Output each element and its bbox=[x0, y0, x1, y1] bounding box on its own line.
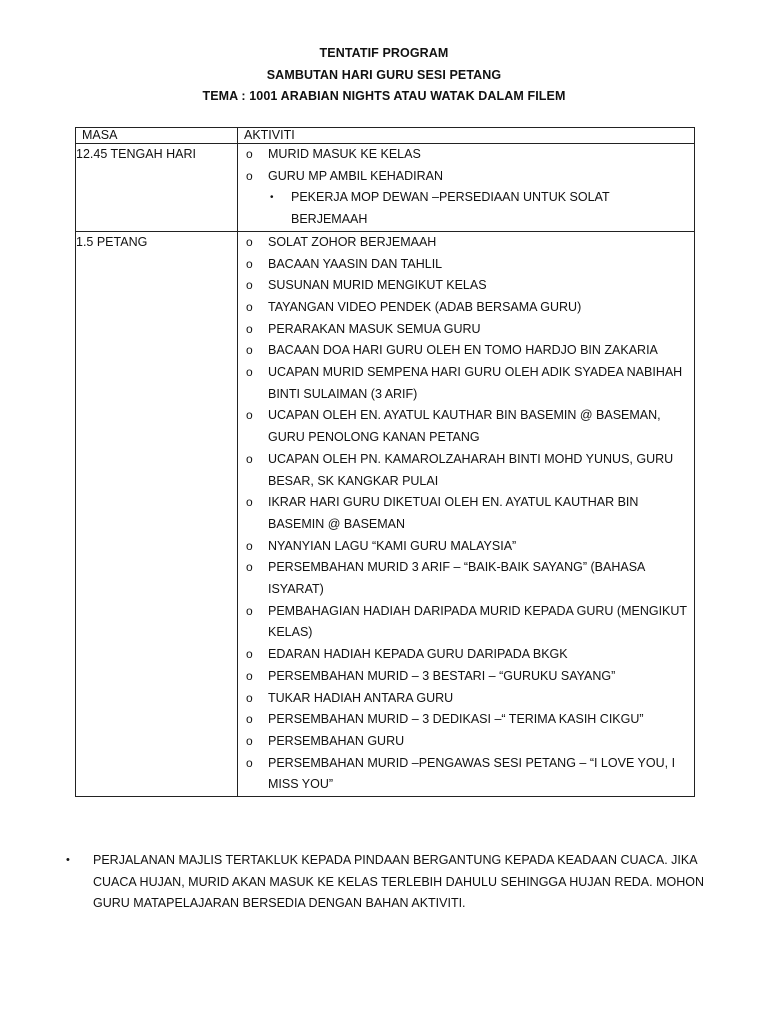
activity-text: PERSEMBAHAN MURID 3 ARIF – “BAIK-BAIK SAYANG” (BAHASA ISYARAT) bbox=[268, 560, 645, 597]
circle-bullet-icon: o bbox=[246, 755, 253, 770]
circle-bullet-icon: o bbox=[246, 234, 253, 249]
notes-section bbox=[66, 850, 726, 915]
circle-bullet-icon: o bbox=[246, 321, 253, 336]
schedule-table bbox=[75, 127, 695, 797]
activity-text: BACAAN YAASIN DAN TAHLIL bbox=[268, 256, 443, 271]
circle-bullet-icon: o bbox=[246, 647, 253, 662]
bullet-icon: • bbox=[270, 192, 274, 204]
list-item bbox=[238, 275, 694, 297]
time-cell: 12.45 TENGAH HARI bbox=[76, 144, 238, 232]
activity-text: PERSEMBAHAN MURID –PENGAWAS SESI PETANG – “I LOVE YOU, I MISS YOU” bbox=[268, 755, 676, 792]
activity-list bbox=[238, 144, 694, 231]
activity-text: UCAPAN OLEH EN. AYATUL KAUTHAR BIN BASEMIN @ BASEMAN, GURU PENOLONG KANAN PETANG bbox=[268, 408, 661, 445]
circle-bullet-icon: o bbox=[246, 733, 253, 748]
schedule-body bbox=[76, 144, 695, 797]
document-header bbox=[0, 43, 768, 108]
list-item bbox=[238, 644, 694, 666]
list-item bbox=[238, 297, 694, 319]
list-item bbox=[238, 187, 694, 230]
list-item bbox=[238, 362, 694, 405]
list-item bbox=[238, 666, 694, 688]
table-row bbox=[76, 144, 695, 232]
list-item bbox=[238, 232, 694, 254]
activity-text: UCAPAN OLEH PN. KAMAROLZAHARAH BINTI MOHD YUNUS, GURU BESAR, SK KANGKAR PULAI bbox=[268, 451, 674, 488]
activity-cell bbox=[238, 231, 695, 796]
activity-text: NYANYIAN LAGU “KAMI GURU MALAYSIA” bbox=[268, 538, 517, 553]
circle-bullet-icon: o bbox=[246, 668, 253, 683]
activity-text: TUKAR HADIAH ANTARA GURU bbox=[268, 690, 454, 705]
list-item bbox=[238, 753, 694, 796]
list-item bbox=[238, 166, 694, 188]
activity-text: UCAPAN MURID SEMPENA HARI GURU OLEH ADIK SYADEA NABIHAH BINTI SULAIMAN (3 ARIF) bbox=[268, 365, 683, 401]
circle-bullet-icon: o bbox=[246, 712, 253, 727]
circle-bullet-icon: o bbox=[246, 408, 253, 423]
list-item bbox=[238, 405, 694, 448]
activity-text: GURU MP AMBIL KEHADIRAN bbox=[268, 168, 444, 183]
header-activity: AKTIVITI bbox=[238, 128, 695, 144]
circle-bullet-icon: o bbox=[246, 451, 253, 466]
bullet-icon: • bbox=[66, 854, 70, 866]
activity-text: BACAAN DOA HARI GURU OLEH EN TOMO HARDJO BIN ZAKARIA bbox=[268, 343, 658, 358]
circle-bullet-icon: o bbox=[246, 343, 253, 358]
activity-text: PERARAKAN MASUK SEMUA GURU bbox=[268, 321, 481, 336]
list-item bbox=[238, 536, 694, 558]
circle-bullet-icon: o bbox=[246, 690, 253, 705]
note-item bbox=[66, 850, 726, 915]
list-item bbox=[238, 731, 694, 753]
list-item bbox=[238, 688, 694, 710]
circle-bullet-icon: o bbox=[246, 365, 253, 380]
activity-text: PERSEMBAHAN GURU bbox=[268, 733, 405, 748]
circle-bullet-icon: o bbox=[246, 299, 253, 314]
list-item bbox=[238, 709, 694, 731]
activity-text: PEMBAHAGIAN HADIAH DARIPADA MURID KEPADA GURU (MENGIKUT KELAS) bbox=[268, 603, 687, 640]
program-title: TENTATIF PROGRAM bbox=[319, 46, 449, 60]
table-row bbox=[76, 231, 695, 796]
theme-title: TEMA : 1001 ARABIAN NIGHTS ATAU WATAK DALAM FILEM bbox=[202, 89, 566, 103]
activity-text: EDARAN HADIAH KEPADA GURU DARIPADA BKGK bbox=[268, 647, 568, 662]
note-text: PERJALANAN MAJLIS TERTAKLUK KEPADA PINDAAN BERGANTUNG KEPADA KEADAAN CUACA. JIKA CUACA HUJAN, MURID AKAN MASUK KE KELAS TERLEBIH DAHULU SEHINGGA HUJAN REDA. MOHON GURU MATAPELAJARAN BERSEDIA DENGAN BAHAN AKTIVITI. bbox=[93, 853, 705, 911]
activity-text: SUSUNAN MURID MENGIKUT KELAS bbox=[268, 278, 487, 293]
circle-bullet-icon: o bbox=[246, 495, 253, 510]
circle-bullet-icon: o bbox=[246, 560, 253, 575]
activity-text: PERSEMBAHAN MURID – 3 BESTARI – “GURUKU SAYANG” bbox=[268, 668, 616, 683]
time-cell: 1.5 PETANG bbox=[76, 231, 238, 796]
list-item bbox=[238, 144, 694, 166]
activity-text: PEKERJA MOP DEWAN –PERSEDIAAN UNTUK SOLAT BERJEMAAH bbox=[291, 190, 610, 227]
activity-cell bbox=[238, 144, 695, 232]
activity-text: TAYANGAN VIDEO PENDEK (ADAB BERSAMA GURU) bbox=[268, 299, 582, 314]
list-item bbox=[238, 449, 694, 492]
circle-bullet-icon: o bbox=[246, 168, 253, 183]
list-item bbox=[238, 492, 694, 535]
activity-text: IKRAR HARI GURU DIKETUAI OLEH EN. AYATUL KAUTHAR BIN BASEMIN @ BASEMAN bbox=[268, 495, 639, 531]
activity-text: PERSEMBAHAN MURID – 3 DEDIKASI –“ TERIMA KASIH CIKGU” bbox=[268, 712, 644, 727]
list-item bbox=[238, 319, 694, 341]
table-header-row bbox=[76, 128, 695, 144]
circle-bullet-icon: o bbox=[246, 147, 253, 161]
circle-bullet-icon: o bbox=[246, 278, 253, 293]
circle-bullet-icon: o bbox=[246, 538, 253, 553]
header-time: MASA bbox=[76, 128, 238, 144]
activity-text: SOLAT ZOHOR BERJEMAAH bbox=[268, 234, 437, 249]
activity-list bbox=[238, 232, 694, 796]
event-title: SAMBUTAN HARI GURU SESI PETANG bbox=[266, 67, 502, 82]
circle-bullet-icon: o bbox=[246, 256, 253, 271]
activity-text: MURID MASUK KE KELAS bbox=[268, 147, 421, 161]
list-item bbox=[238, 601, 694, 644]
list-item bbox=[238, 557, 694, 600]
list-item bbox=[238, 254, 694, 276]
circle-bullet-icon: o bbox=[246, 603, 253, 618]
list-item bbox=[238, 340, 694, 362]
